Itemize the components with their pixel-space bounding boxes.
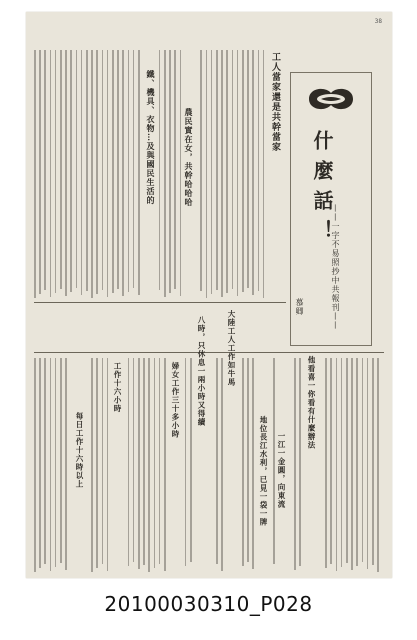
text-line bbox=[367, 358, 369, 569]
text-line bbox=[34, 358, 36, 572]
text-line bbox=[190, 358, 192, 562]
text-line bbox=[154, 358, 156, 568]
text-line bbox=[143, 358, 145, 565]
text-line bbox=[138, 358, 140, 569]
section-divider-lower bbox=[34, 352, 384, 353]
text-line bbox=[377, 358, 379, 572]
section-divider bbox=[34, 302, 286, 303]
image-caption: 20100030310_P028 bbox=[104, 592, 313, 616]
article-title: 什麼話！ bbox=[310, 130, 334, 250]
text-line bbox=[252, 50, 254, 295]
text-line bbox=[185, 358, 187, 566]
page-number: 38 bbox=[374, 18, 382, 25]
text-line bbox=[206, 50, 208, 298]
text-line bbox=[221, 50, 223, 297]
text-line bbox=[237, 50, 239, 296]
text-line bbox=[91, 50, 93, 298]
text-line bbox=[65, 50, 67, 296]
text-line bbox=[138, 50, 140, 295]
text-line bbox=[346, 358, 348, 563]
text-line bbox=[336, 358, 338, 571]
text-line bbox=[258, 50, 260, 291]
heading-peasants: 農民實在女，共幹哈哈哈 bbox=[184, 108, 194, 207]
text-line bbox=[221, 358, 223, 571]
text-line bbox=[55, 50, 57, 293]
text-line bbox=[362, 358, 364, 562]
text-line bbox=[330, 358, 332, 564]
text-line bbox=[60, 358, 62, 563]
text-line bbox=[107, 50, 109, 297]
heading-daily-16h: 每日工作十六時以上 bbox=[75, 412, 84, 489]
heading-workers: 工人當家還是共幹當家 bbox=[270, 52, 280, 152]
text-line bbox=[341, 358, 343, 567]
text-line bbox=[299, 358, 301, 566]
article-subtitle: ——一字不易照抄中共報刊—— bbox=[331, 204, 340, 330]
text-line bbox=[226, 50, 228, 293]
text-line bbox=[164, 50, 166, 297]
text-line bbox=[128, 358, 130, 566]
text-line bbox=[70, 50, 72, 292]
text-line bbox=[50, 358, 52, 571]
text-line bbox=[91, 358, 93, 572]
top-text-block bbox=[34, 50, 284, 298]
text-line bbox=[133, 50, 135, 288]
text-line bbox=[81, 50, 83, 295]
text-line bbox=[50, 50, 52, 297]
text-line bbox=[39, 358, 41, 568]
text-line bbox=[76, 50, 78, 288]
text-line bbox=[263, 50, 265, 298]
heading-work-16h: 工作十六小時 bbox=[113, 362, 122, 413]
text-line bbox=[180, 50, 182, 296]
text-line bbox=[159, 50, 161, 290]
text-line bbox=[247, 50, 249, 288]
text-line bbox=[148, 358, 150, 572]
text-line bbox=[39, 50, 41, 294]
text-line bbox=[122, 50, 124, 296]
text-line bbox=[96, 358, 98, 568]
text-line bbox=[242, 358, 244, 566]
article-author: 慕卿 bbox=[295, 298, 304, 316]
text-line bbox=[159, 358, 161, 564]
text-line bbox=[174, 50, 176, 289]
text-line bbox=[102, 50, 104, 290]
text-line bbox=[55, 358, 57, 567]
text-line bbox=[252, 358, 254, 569]
text-line bbox=[86, 50, 88, 291]
text-line bbox=[96, 50, 98, 294]
text-line bbox=[34, 50, 36, 298]
bottom-text-block bbox=[34, 358, 384, 572]
text-line bbox=[247, 358, 249, 562]
text-line bbox=[128, 50, 130, 292]
text-line bbox=[211, 50, 213, 294]
text-line bbox=[102, 358, 104, 564]
scanned-magazine-page bbox=[26, 12, 392, 578]
heading-yangtze: 一江一金圓，向東流 bbox=[277, 432, 286, 509]
text-line bbox=[133, 358, 135, 562]
heading-women-work: 婦女工作三十多小時 bbox=[171, 362, 180, 439]
text-line bbox=[112, 50, 114, 293]
text-line bbox=[169, 50, 171, 293]
text-line bbox=[273, 358, 275, 564]
heading-what-to-do: 他看喜一你看有什麼辦法 bbox=[307, 356, 316, 450]
text-line bbox=[44, 358, 46, 564]
text-line bbox=[294, 358, 296, 570]
text-line bbox=[372, 358, 374, 565]
text-line bbox=[351, 358, 353, 570]
text-line bbox=[65, 358, 67, 570]
heading-water-works: 地位長江水利，已見一袋一牌 bbox=[259, 416, 268, 527]
text-line bbox=[117, 50, 119, 289]
text-line bbox=[60, 50, 62, 289]
text-line bbox=[216, 358, 218, 564]
text-line bbox=[242, 50, 244, 292]
text-line bbox=[325, 358, 327, 568]
heading-eight-hours: 八時，只休息一兩小時又得續 bbox=[197, 316, 206, 427]
text-line bbox=[44, 50, 46, 290]
text-line bbox=[107, 358, 109, 571]
text-line bbox=[356, 358, 358, 566]
heading-cattle-horses: 大陸工人工作如牛馬 bbox=[227, 310, 236, 387]
text-line bbox=[200, 50, 202, 291]
text-line bbox=[216, 50, 218, 290]
text-line bbox=[164, 358, 166, 571]
text-line bbox=[232, 50, 234, 289]
publication-logo-icon bbox=[305, 84, 357, 114]
heading-iron-tools: 鐵、機具、衣物…及與國民生活的 bbox=[146, 70, 156, 205]
